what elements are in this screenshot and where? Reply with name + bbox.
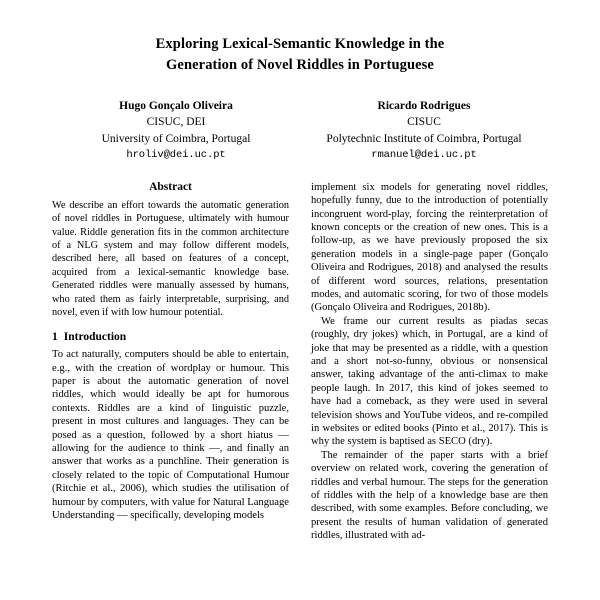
- author-1-email: hroliv@dei.uc.pt: [126, 149, 226, 162]
- author-1-affiliation-line-1: CISUC, DEI: [146, 116, 206, 129]
- abstract-heading: Abstract: [149, 180, 192, 193]
- section-1-heading: [52, 331, 289, 343]
- author-2: [300, 98, 548, 163]
- author-block: [52, 98, 548, 163]
- left-column: [52, 181, 289, 543]
- right-paragraph-2: We frame our current results as piadas secas (roughly, dry jokes) which, in Portugal, are a kind of joke that may be presented as a riddle, with a question and a short not-so-funny, obvious or nonsensical answer, taking advantage of the anti-climax to make people laugh. In 2017, this kind of jokes seemed to have had a comeback, as they were used in several television shows and YouTube videos, and re-compiled in websites or edited books (Pinto et al., 2017). This is why the system is baptised as SECO (dry).: [311, 315, 548, 448]
- right-paragraph-1: implement six models for generating novel riddles, hopefully funny, due to the introduction of potentially incongruent word-play, forcing the reinterpretation of known concepts or the creation of new ones. This is a follow-up, as we have previously proposed the six generation models in a single-page paper (Gonçalo Oliveira and Rodrigues, 2018) and analysed the results of different word sources, relations, presentation modes, and automatic scoring, for two of those models (Gonçalo Oliveira and Rodrigues, 2018b).: [311, 181, 548, 314]
- page-title: [52, 34, 548, 76]
- title-line-2: Generation of Novel Riddles in Portuguese: [166, 57, 434, 74]
- author-2-email: rmanuel@dei.uc.pt: [371, 149, 477, 162]
- right-paragraph-3: The remainder of the paper starts with a brief overview on related work, covering the generation of riddles and verbal humour. The steps for the generation of riddles with the help of a knowledge base are then described, with some examples. Before concluding, we present the results of human validation of generated riddles, illustrated with ad-: [311, 449, 548, 542]
- author-1: [52, 98, 300, 163]
- body-columns: [52, 181, 548, 543]
- section-1-paragraph-1: To act naturally, computers should be able to entertain, e.g., with the creation of wordplay or humour. This paper is about the automatic generation of novel riddles, which would ideally be apt for humorous contexts. Riddles are a kind of linguistic puzzle, present in most cultures and languages. They can be posed as a question, followed by a short hiatus — allowing for the audience to think —, and finally an answer that works as a punchline. Their generation is closely related to the topic of Computational Humour (Ritchie et al., 2006), which studies the utilisation of humour by computers, with value for Natural Language Understanding — specifically, developing models: [52, 349, 289, 521]
- abstract-text: We describe an effort towards the automatic generation of novel riddles in Portuguese, ultimately with humour value. Riddle generation fits in the common architecture of a NLG system and may follow different models, described here, all based on features of a concept, acquired from a lexical-semantic knowledge base. Generated riddles were manually assessed by humans, who rated them as fairly interpretable, surprising, and novel, even if with low humour potential.: [52, 199, 289, 318]
- right-column: [311, 181, 548, 543]
- author-1-affiliation-line-2: University of Coimbra, Portugal: [101, 132, 251, 145]
- section-1-title: Introduction: [63, 331, 127, 344]
- author-2-affiliation-line-1: CISUC: [407, 116, 441, 129]
- title-line-1: Exploring Lexical-Semantic Knowledge in the: [155, 36, 445, 52]
- author-1-name: Hugo Gonçalo Oliveira: [119, 100, 233, 113]
- author-2-affiliation-line-2: Polytechnic Institute of Coimbra, Portugal: [326, 132, 522, 145]
- section-1-number: 1: [52, 331, 58, 344]
- author-2-name: Ricardo Rodrigues: [377, 100, 471, 113]
